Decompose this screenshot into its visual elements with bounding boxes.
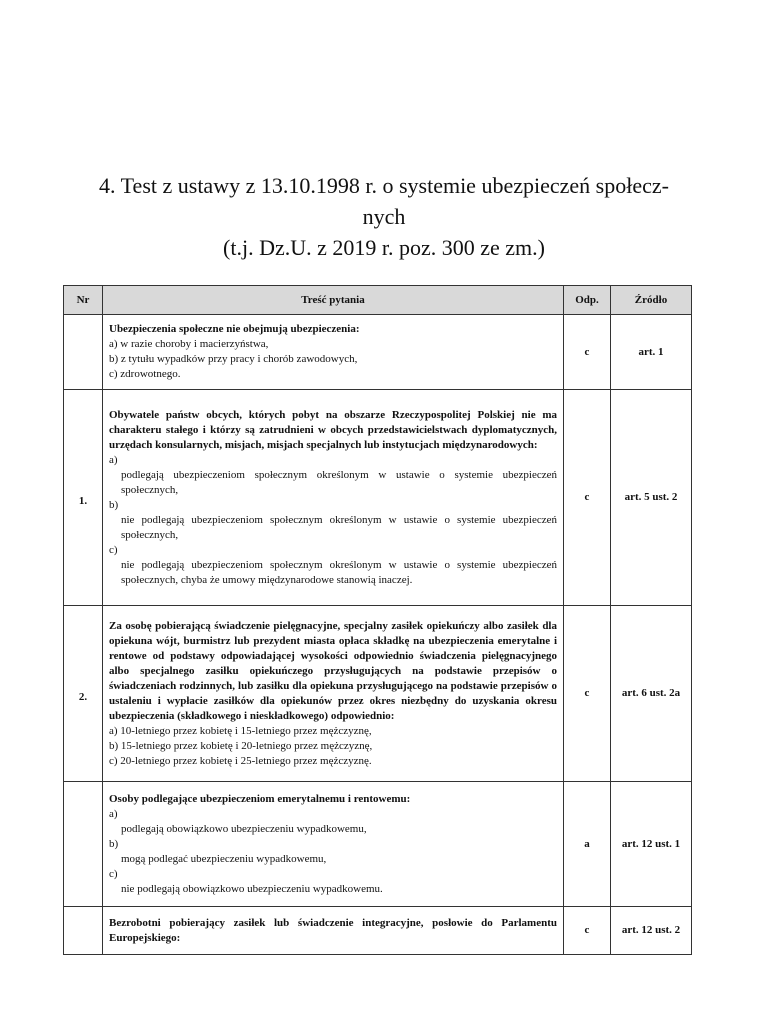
row-number: [64, 782, 103, 907]
page-title: [60, 170, 708, 263]
option-b: nie podlegają ubezpieczeniom społecznym określonym w ustawie o systemie ubezpieczeń społecznych,: [121, 513, 557, 541]
title-line-1: 4. Test z ustawy z 13.10.1998 r. o systemie ubezpieczeń społecz-: [99, 173, 669, 198]
table-row: [64, 907, 692, 955]
table-row: [64, 782, 692, 907]
option-b: b) 15-letniego przez kobietę i 20-letniego przez mężczyznę,: [109, 739, 373, 752]
option-c: c) 20-letniego przez kobietę i 25-letniego przez mężczyznę.: [109, 754, 372, 767]
question-stem: Bezrobotni pobierający zasiłek lub świadczenie integracyjne, posłowie do Parlamentu Europejskiego:: [109, 916, 557, 944]
option-a: a) w razie choroby i macierzyństwa,: [109, 338, 269, 350]
option-b-letter: b): [109, 498, 119, 511]
option-c: c) zdrowotnego.: [109, 368, 181, 380]
title-line-2: nych: [362, 204, 406, 229]
option-c-letter: c): [109, 867, 118, 880]
answer-cell: c: [564, 390, 611, 606]
option-a-letter: a): [109, 453, 118, 466]
header-nr: Nr: [64, 286, 103, 315]
table-row: [64, 606, 692, 782]
option-c-letter: c): [109, 543, 118, 556]
question-stem: Ubezpieczenia społeczne nie obejmują ubezpieczenia:: [109, 323, 360, 335]
answer-cell: c: [564, 907, 611, 955]
table-header-row: [64, 286, 692, 315]
option-b: mogą podlegać ubezpieczeniu wypadkowemu,: [121, 852, 327, 865]
source-cell: art. 5 ust. 2: [611, 390, 692, 606]
option-c: nie podlegają ubezpieczeniom społecznym określonym w ustawie o systemie ubezpieczeń społecznych, chyba że umowy międzynarodowe stanowią inaczej.: [121, 558, 557, 586]
option-a: a) 10-letniego przez kobietę i 15-letniego przez mężczyznę,: [109, 724, 372, 737]
source-cell: art. 12 ust. 2: [611, 907, 692, 955]
row-number: 2.: [64, 606, 103, 782]
question-stem: Za osobę pobierającą świadczenie pielęgnacyjne, specjalny zasiłek opiekuńczy albo zasiłek dla opiekuna wójt, burmistrz lub prezydent miasta opłaca składkę na ubezpieczenia emerytalne i rentowe od podstawy odpowiadającej wysokości odpowiednio świadczenia pielęgnacyjnego albo specjalnego zasiłku opiekuńczego przysługujących na podstawie przepisów o świadczeniach rodzinnych, lub zasiłku dla opiekuna przysługującego na podstawie przepisów o ustaleniu i wypłacie zasiłków dla opiekunów przez okres niezbędny do uzyskania okresu ubezpieczenia (składkowego i nieskładkowego) odpowiednio:: [109, 619, 557, 722]
option-c: nie podlegają obowiązkowo ubezpieczeniu wypadkowemu.: [121, 882, 383, 895]
header-question: Treść pytania: [103, 286, 564, 315]
option-b: b) z tytułu wypadków przy pracy i chorób zawodowych,: [109, 353, 358, 365]
row-number: [64, 907, 103, 955]
header-answer: Odp.: [564, 286, 611, 315]
question-cell: [103, 782, 564, 907]
header-source: Źródło: [611, 286, 692, 315]
table-row: [64, 315, 692, 390]
answer-cell: c: [564, 315, 611, 390]
row-number: [64, 315, 103, 390]
question-cell: [103, 606, 564, 782]
option-b-letter: b): [109, 837, 119, 850]
table-row: [64, 390, 692, 606]
question-stem: Osoby podlegające ubezpieczeniom emerytalnemu i rentowemu:: [109, 792, 411, 805]
title-line-3: (t.j. Dz.U. z 2019 r. poz. 300 ze zm.): [223, 235, 545, 260]
quiz-table: [63, 285, 692, 955]
source-cell: art. 1: [611, 315, 692, 390]
option-a: podlegają ubezpieczeniom społecznym określonym w ustawie o systemie ubezpieczeń społecznych,: [121, 468, 557, 496]
option-a: podlegają obowiązkowo ubezpieczeniu wypadkowemu,: [121, 822, 367, 835]
row-number: 1.: [64, 390, 103, 606]
question-cell: [103, 390, 564, 606]
question-cell: [103, 315, 564, 390]
answer-cell: a: [564, 782, 611, 907]
answer-cell: c: [564, 606, 611, 782]
question-stem: Obywatele państw obcych, których pobyt na obszarze Rzeczypospolitej Polskiej nie ma charakteru stałego i którzy są zatrudnieni w obcych przedstawicielstwach dyplomatycznych, urzędach konsularnych, misjach, misjach specjalnych lub instytucjach międzynarodowych:: [109, 408, 557, 451]
question-cell: [103, 907, 564, 955]
source-cell: art. 6 ust. 2a: [611, 606, 692, 782]
source-cell: art. 12 ust. 1: [611, 782, 692, 907]
option-a-letter: a): [109, 807, 118, 820]
